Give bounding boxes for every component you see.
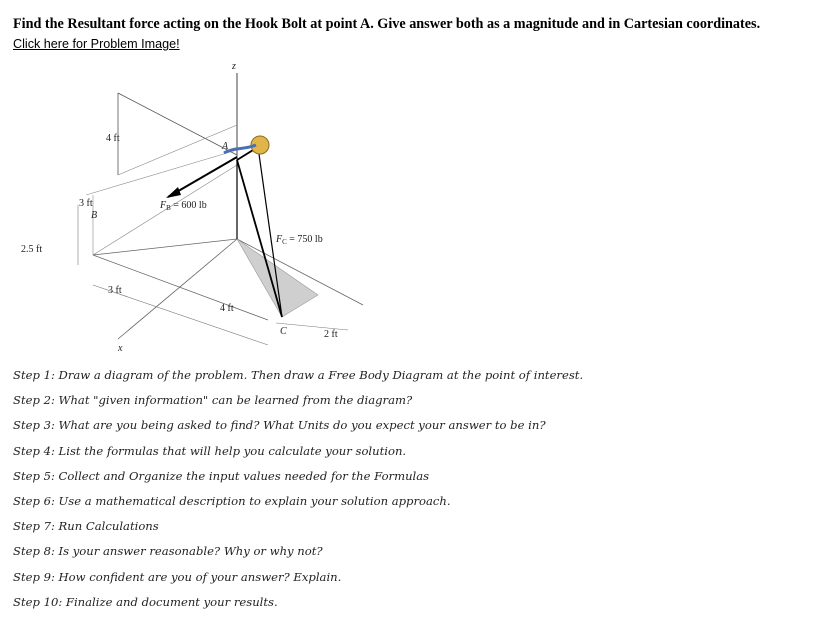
- problem-figure: [18, 55, 370, 365]
- force-fb-label: [159, 200, 207, 212]
- step-6: Step 6: Use a mathematical description to explain your solution approach.: [13, 493, 451, 508]
- step-7: Step 7: Run Calculations: [13, 519, 159, 534]
- point-a-label: A: [222, 141, 229, 152]
- z-axis-label: z: [232, 61, 236, 72]
- dim-2ft: 2 ft: [324, 329, 338, 340]
- point-c-label: C: [280, 326, 287, 337]
- force-fb-symbol: F: [160, 200, 167, 211]
- problem-title: Find the Resultant force acting on the Hook Bolt at point A. Give answer both as a magnitude and in Cartesian coordinates.: [13, 16, 761, 32]
- step-8: Step 8: Is your answer reasonable? Why or why not?: [13, 544, 323, 559]
- x-axis-line: [118, 239, 237, 339]
- force-fc-label: [275, 234, 323, 246]
- problem-image-link[interactable]: Click here for Problem Image!: [13, 37, 180, 51]
- dim-4ft-bottom: 4 ft: [220, 303, 234, 314]
- force-fb-arrowhead: [166, 187, 181, 198]
- step-2: Step 2: What "given information" can be learned from the diagram?: [13, 393, 413, 408]
- force-fc-value: = 750 lb: [286, 234, 323, 245]
- step-5: Step 5: Collect and Organize the input values needed for the Formulas: [13, 468, 430, 483]
- force-fc-symbol: F: [276, 234, 283, 245]
- shaded-triangle: [237, 239, 318, 317]
- step-4: Step 4: List the formulas that will help you calculate your solution.: [13, 443, 407, 458]
- hook-bolt-diagram: [18, 55, 370, 365]
- step-1: Step 1: Draw a diagram of the problem. Then draw a Free Body Diagram at the point of interest.: [13, 368, 584, 382]
- point-b-label: B: [91, 210, 98, 221]
- dim-3ft-left: 3 ft: [79, 198, 93, 209]
- step-10: Step 10: Finalize and document your results.: [13, 594, 278, 609]
- step-9: Step 9: How confident are you of your answer? Explain.: [13, 569, 342, 584]
- step-3: Step 3: What are you being asked to find? What Units do you expect your answer to be in?: [13, 418, 546, 433]
- force-fc-subscript: C: [282, 238, 287, 246]
- wall-top-edge: [118, 93, 237, 155]
- dim-4ft-top: 4 ft: [106, 133, 120, 144]
- steps-list: [13, 366, 583, 618]
- dim-3ft-bottom: 3 ft: [108, 285, 122, 296]
- x-axis-label: x: [118, 343, 123, 354]
- dim-2-5ft: 2.5 ft: [21, 244, 43, 255]
- force-fb-value: = 600 lb: [170, 200, 207, 211]
- force-fb-subscript: B: [166, 204, 171, 212]
